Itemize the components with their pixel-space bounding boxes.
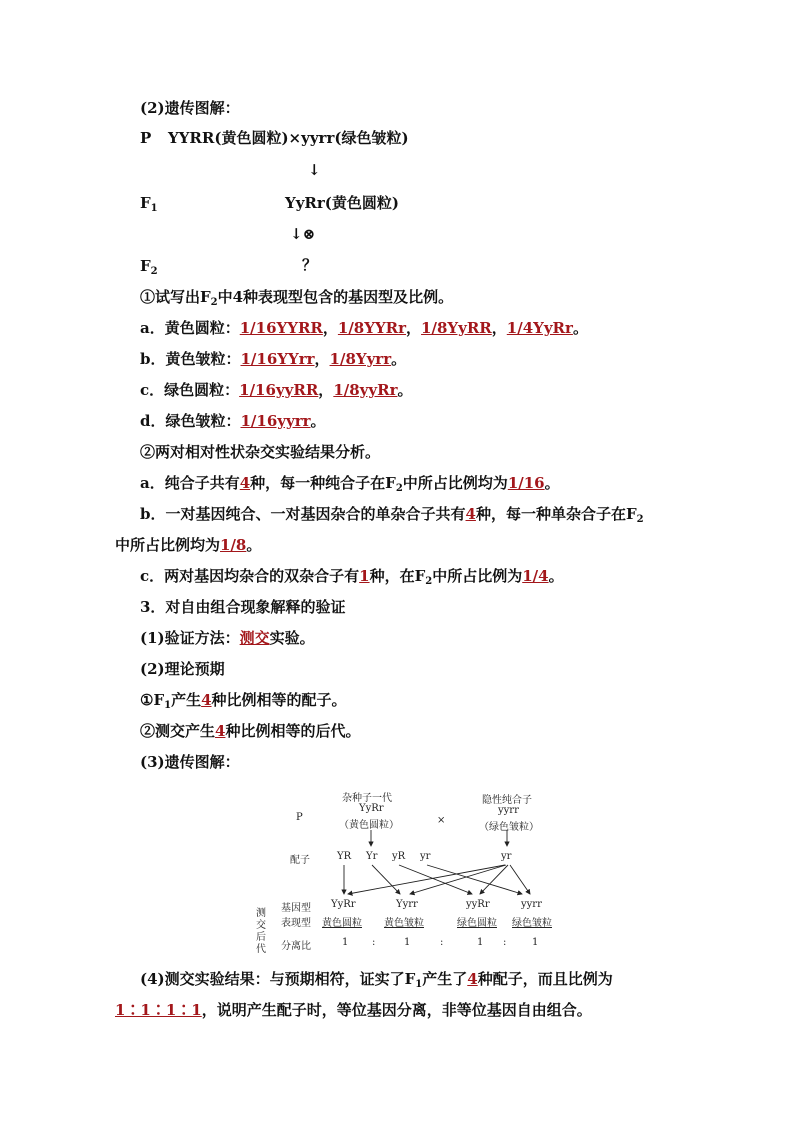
- f2-question: ？: [302, 256, 318, 274]
- hybrid-phenotype: （黄色圆粒）: [339, 820, 399, 831]
- ratio-colon: :: [503, 937, 507, 948]
- q2-title: ②两对相对性状杂交实验结果分析。: [140, 443, 381, 461]
- side-label: 测交后代: [256, 908, 266, 955]
- offspring-genotype: YyRr: [331, 899, 356, 910]
- q1-item-b: b．黄色皱粒：1/16YYrr，1/8Yyrr。: [140, 350, 407, 368]
- f1-genotype: YyRr(黄色圆粒): [285, 194, 399, 212]
- diagram3-heading: (3)遗传图解：: [140, 753, 240, 771]
- genotype-row-label: 基因型: [281, 903, 311, 914]
- recessive-phenotype: （绿色皱粒）: [479, 822, 539, 833]
- answer: 1/8YYRr: [337, 319, 407, 337]
- offspring-phenotype: 黄色皱粒: [384, 918, 424, 929]
- prediction-1: $①F_1$产生4种比例相等的配子。: [140, 691, 347, 711]
- ratio-value: 1: [404, 937, 411, 948]
- offspring-genotype: Yyrr: [396, 899, 418, 910]
- gamete-label: 配子: [290, 855, 310, 866]
- result-line-1: (4)测交实验结果：与预期相符，证实了$F_1$产生了4种配子，而且比例为: [140, 970, 613, 990]
- gamete: YR: [337, 851, 352, 862]
- ratio-value: 1: [477, 937, 484, 948]
- ratio-value: 1: [342, 937, 349, 948]
- q1-item-a: a．黄色圆粒：1/16YYRR，1/8YYRr，1/8YyRR，1/4YyRr。: [140, 319, 588, 337]
- answer: 1/16YYRR: [239, 319, 323, 337]
- arrow-down: ↓: [308, 161, 321, 179]
- q1-item-d: d．绿色皱粒：1/16yyrr。: [140, 412, 326, 430]
- diagram-heading: (2)遗传图解：: [140, 99, 240, 117]
- answer: 1/8Yyrr: [329, 350, 392, 368]
- section3-title: 3．对自由组合现象解释的验证: [140, 598, 346, 616]
- answer: 1/16yyRR: [239, 381, 319, 399]
- offspring-phenotype: 绿色皱粒: [512, 918, 552, 929]
- offspring-genotype: yyRr: [466, 899, 490, 910]
- offspring-genotype: yyrr: [521, 899, 542, 910]
- prediction-2: ②测交产生4种比例相等的后代。: [140, 722, 361, 740]
- f1-label: $F_1$: [140, 194, 158, 214]
- q2-b-cont: 中所占比例均为1/8。: [115, 536, 262, 554]
- ratio-colon: :: [440, 937, 444, 948]
- recessive-gamete: yr: [501, 851, 512, 862]
- ratio-value: 1: [532, 937, 539, 948]
- gamete: yr: [420, 851, 431, 862]
- diagram-p-label: P: [296, 812, 303, 823]
- answer: 1/8yyRr: [333, 381, 398, 399]
- ratio-colon: :: [372, 937, 376, 948]
- q1-item-c: c．绿色圆粒：1/16yyRR，1/8yyRr。: [140, 381, 413, 399]
- q2-c: c．两对基因均杂合的双杂合子有1种，在$F_2$中所占比例为1/4。: [140, 567, 564, 587]
- hybrid-title: 杂种子一代: [342, 793, 392, 804]
- prediction-title: (2)理论预期: [140, 660, 225, 678]
- p-label: P: [140, 129, 152, 147]
- phenotype-row-label: 表现型: [281, 918, 311, 929]
- result-line-2: 1∶1∶1∶1，说明产生配子时，等位基因分离，非等位基因自由组合。: [115, 1001, 592, 1019]
- cross-symbol: ×: [437, 815, 446, 826]
- q2-a: a．纯合子共有4种，每一种纯合子在$F_2$中所占比例均为1/16。: [140, 474, 560, 494]
- offspring-phenotype: 绿色圆粒: [457, 918, 497, 929]
- self-cross-arrow: ↓⊗: [290, 225, 316, 243]
- f2-label: $F_2$: [140, 257, 158, 277]
- answer: 1/16yyrr: [240, 412, 311, 430]
- recessive-genotype: yyrr: [498, 805, 519, 816]
- answer: 1/16YYrr: [240, 350, 315, 368]
- p-cross: YYRR(黄色圆粒)×yyrr(绿色皱粒): [168, 129, 409, 147]
- answer: 1/8YyRR: [421, 319, 492, 337]
- ratio-row-label: 分离比: [281, 941, 311, 952]
- hybrid-genotype: YyRr: [359, 803, 384, 814]
- offspring-phenotype: 黄色圆粒: [322, 918, 362, 929]
- q2-b: b．一对基因纯合、一对基因杂合的单杂合子共有4种，每一种单杂合子在$F_2$: [140, 505, 644, 525]
- gamete: yR: [392, 851, 406, 862]
- q1-title: ①试写出$F_2$中4种表现型包含的基因型及比例。: [140, 288, 454, 308]
- gamete: Yr: [366, 851, 378, 862]
- answer: 1/4YyRr: [506, 319, 573, 337]
- method-line: (1)验证方法：测交实验。: [140, 629, 315, 647]
- recessive-title: 隐性纯合子: [482, 795, 532, 806]
